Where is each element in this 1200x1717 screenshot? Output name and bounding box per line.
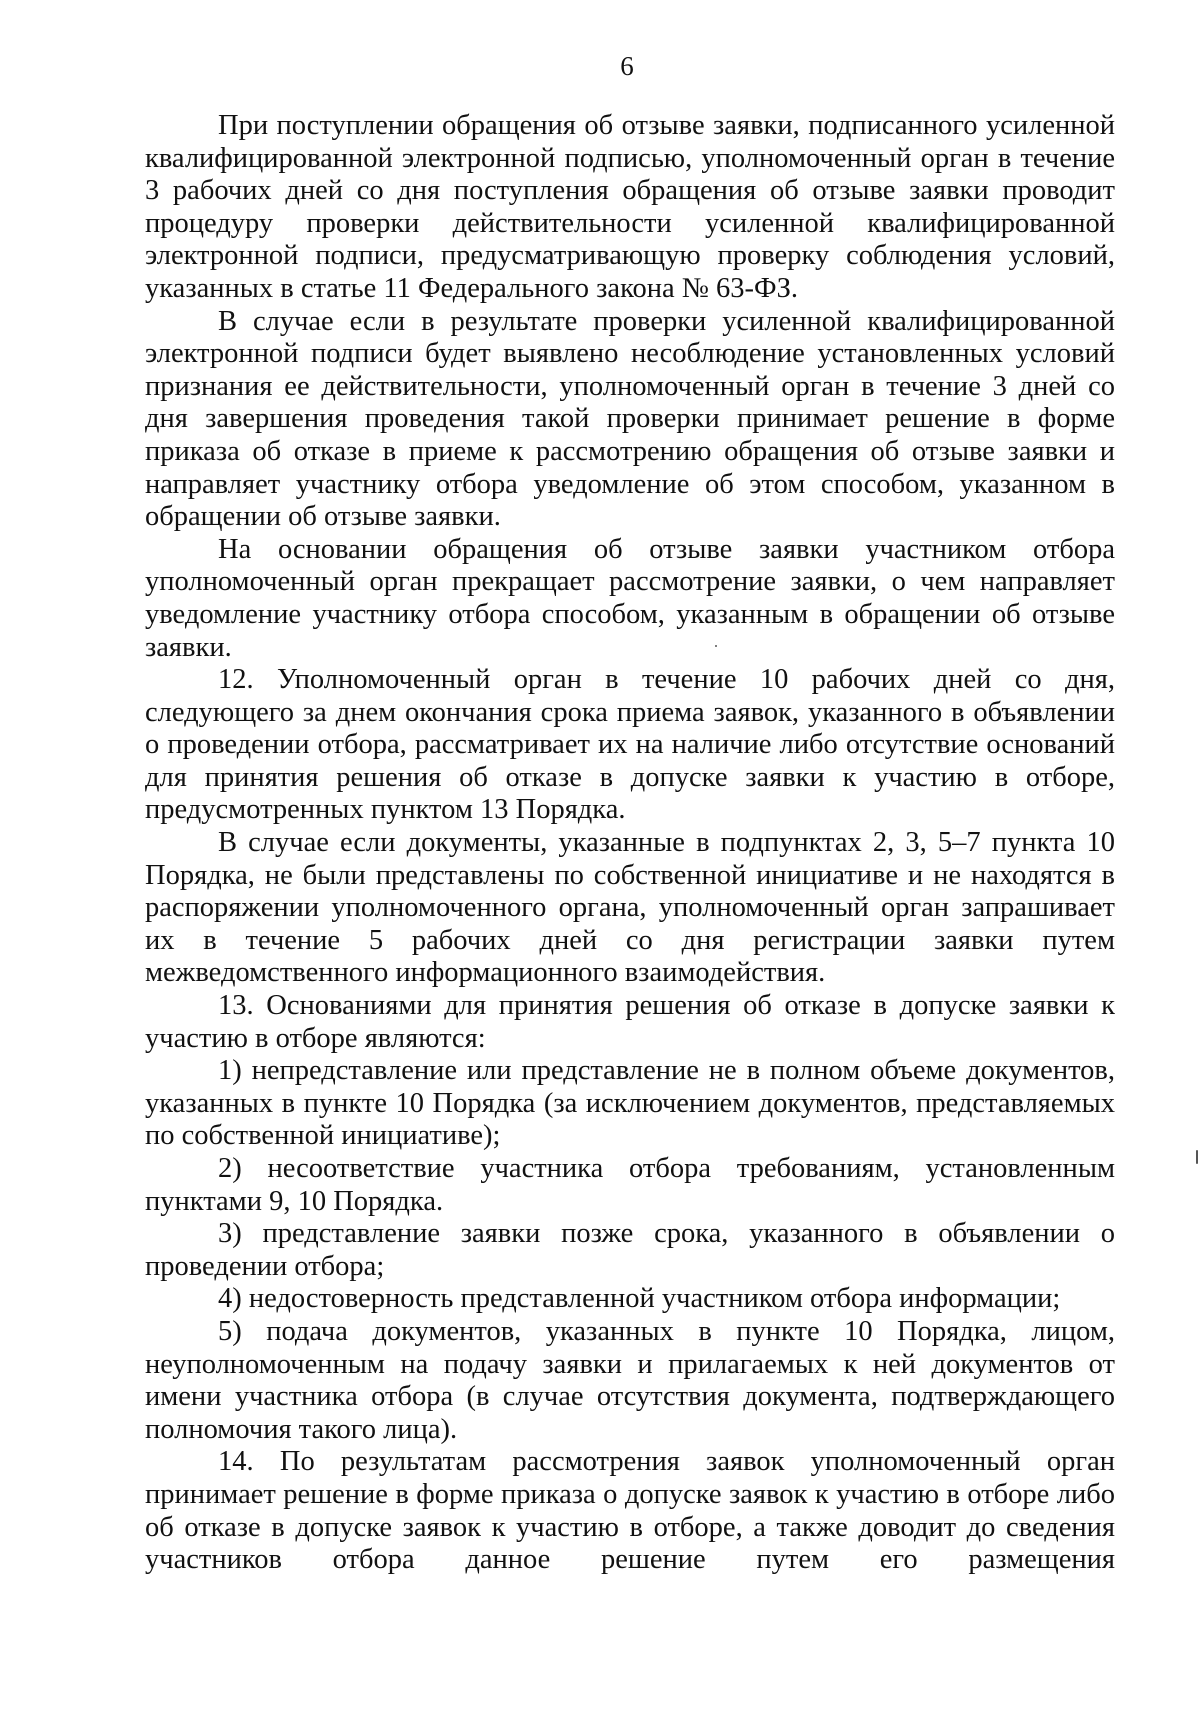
paragraph-signature-invalid: В случае если в результате проверки усиленной квалифицированной электронной подписи будет выявлено несоблюдение установленных условий признания ее действительности, уполномоченный орган в течение 3 дней со дня завершения проведения такой проверки принимает решение в форме приказа об отказе в приеме к рассмотрению обращения об отзыве заявки и направляет участнику отбора уведомление об этом способом, указанном в обращении об отзыве заявки.: [145, 305, 1115, 533]
scan-speck: [715, 645, 717, 647]
scan-speck: [1196, 1150, 1198, 1164]
list-item-4: 4) недостоверность представленной участником отбора информации;: [218, 1283, 1061, 1315]
paragraph-signature-check: При поступлении обращения об отзыве заявки, подписанного усиленной квалифицированной электронной подписью, уполномоченный орган в течение 3 рабочих дней со дня поступления обращения об отзыве заявки проводит процедуру проверки действительности усиленной квалифицированной электронной подписи, предусматривающую проверку соблюдения условий, указанных в статье 11 Федерального закона № 63-ФЗ.: [145, 110, 1115, 304]
paragraph-item-14: 14. По результатам рассмотрения заявок уполномоченный орган принимает решение в форме приказа о допуске заявок к участию в отборе либо об отказе в допуске заявок к участию в отборе, а также доводит до сведения участников отбора данное решение путем его размещения: [145, 1446, 1115, 1576]
list-item-1: 1) непредставление или представление не в полном объеме документов, указанных в пункте 10 Порядка (за исключением документов, представляемых по собственной инициативе);: [145, 1055, 1115, 1152]
document-body: [145, 110, 1115, 1577]
paragraph-item-12: 12. Уполномоченный орган в течение 10 рабочих дней со дня, следующего за днем окончания срока приема заявок, указанного в объявлении о проведении отбора, рассматривает их на наличие либо отсутствие оснований для принятия решения об отказе в допуске заявки к участию в отборе, предусмотренных пунктом 13 Порядка.: [145, 664, 1115, 826]
list-item-3: 3) представление заявки позже срока, указанного в объявлении о проведении отбора;: [145, 1218, 1115, 1282]
paragraph-interagency-request: В случае если документы, указанные в подпунктах 2, 3, 5–7 пункта 10 Порядка, не были представлены по собственной инициативе и не находятся в распоряжении уполномоченного органа, уполномоченный орган запрашивает их в течение 5 рабочих дней со дня регистрации заявки путем межведомственного информационного взаимодействия.: [145, 827, 1115, 989]
paragraph-item-13: 13. Основаниями для принятия решения об отказе в допуске заявки к участию в отборе являются:: [145, 990, 1115, 1054]
paragraph-withdrawal: На основании обращения об отзыве заявки участником отбора уполномоченный орган прекращает рассмотрение заявки, о чем направляет уведомление участнику отбора способом, указанным в обращении об отзыве заявки.: [145, 533, 1115, 663]
list-item-2: 2) несоответствие участника отбора требованиям, установленным пунктами 9, 10 Порядка.: [145, 1153, 1115, 1217]
page-number: 6: [620, 51, 634, 81]
list-item-5: 5) подача документов, указанных в пункте 10 Порядка, лицом, неуполномоченным на подачу заявки и прилагаемых к ней документов от имени участника отбора (в случае отсутствия документа, подтверждающего полномочия такого лица).: [145, 1315, 1115, 1445]
